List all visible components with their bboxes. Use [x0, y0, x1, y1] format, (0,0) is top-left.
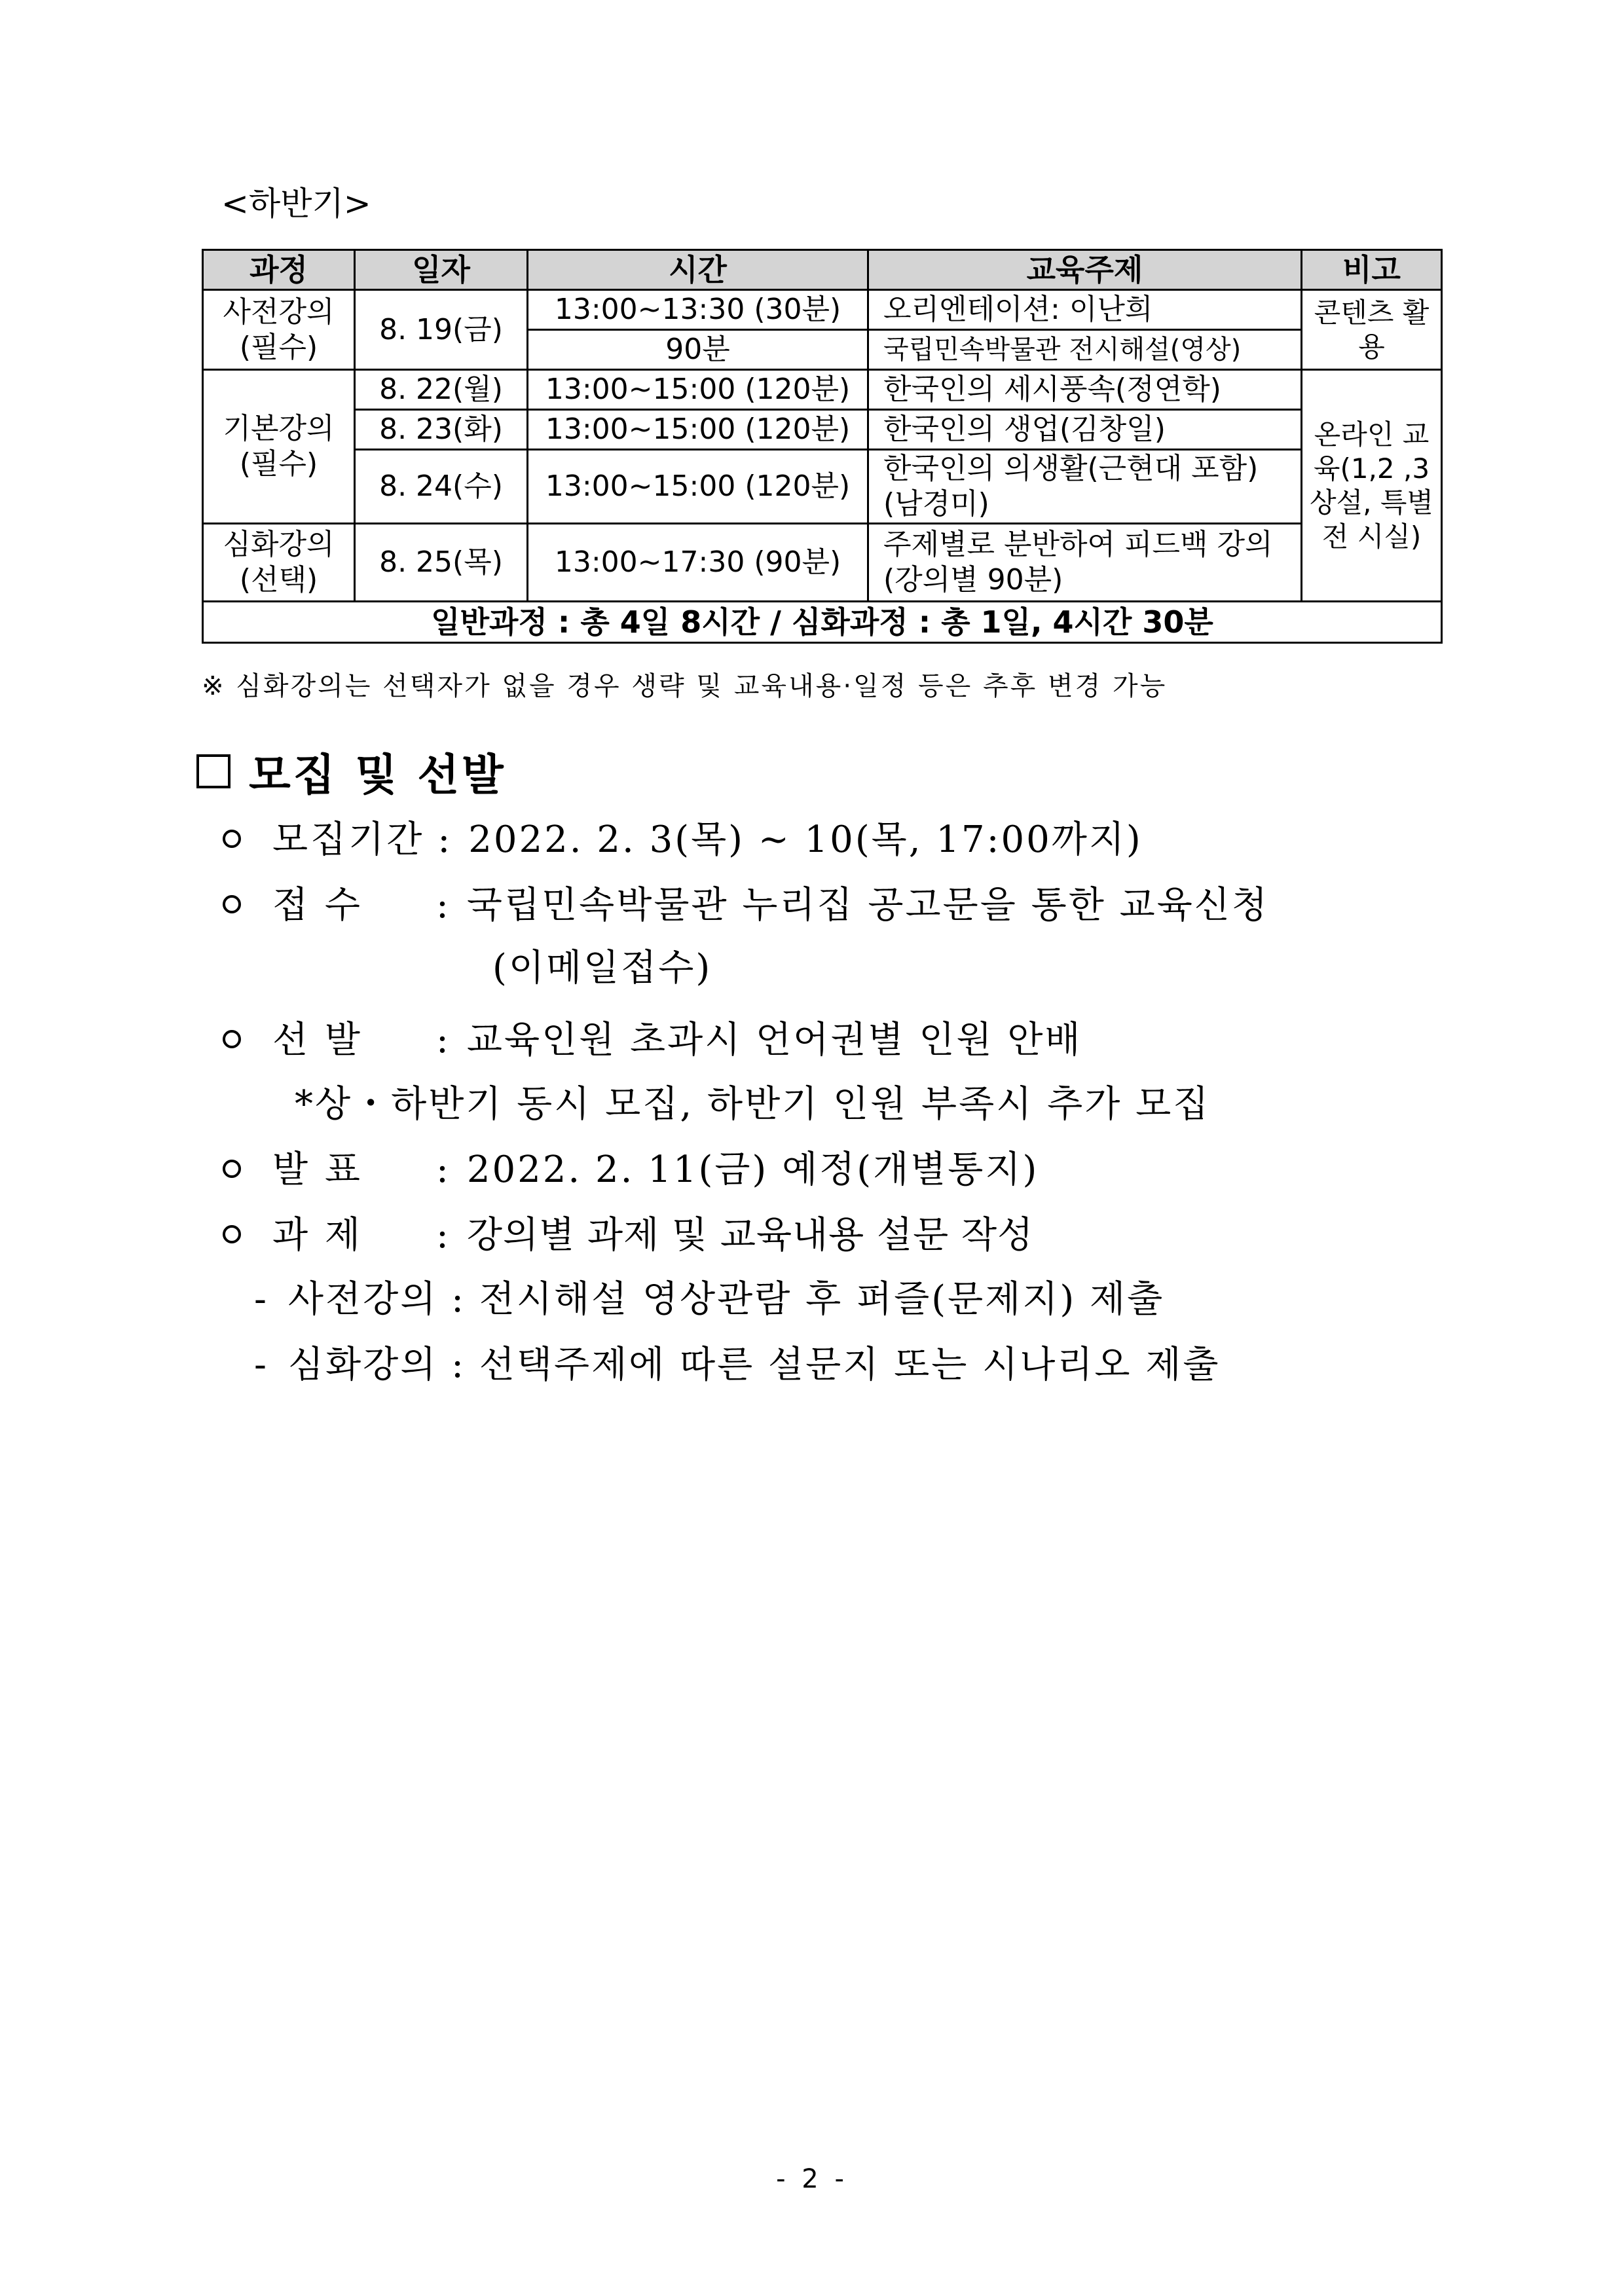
item-value: 강의별 과제 및 교육내용 설문 작성 — [466, 1214, 1034, 1257]
course-sub: (선택) — [239, 563, 318, 597]
note-content: 콘텐츠 활용 — [1302, 290, 1442, 370]
topic-cell: 주제별로 분반하여 피드백 강의(강의별 90분) — [868, 524, 1302, 602]
list-item — [223, 1011, 1082, 1063]
item-label: 과 제 — [272, 1214, 363, 1257]
list-item-note — [295, 1075, 1210, 1128]
half-year-title: <하반기> — [221, 185, 371, 223]
item-value: 교육인원 초과시 언어권별 인원 안배 — [466, 1019, 1082, 1061]
table-row — [203, 524, 1442, 602]
circle-bullet-icon — [223, 1225, 241, 1243]
sub-list-item — [254, 1336, 1221, 1388]
header-time: 시간 — [528, 250, 868, 290]
item-label: 발 표 — [272, 1148, 363, 1191]
table-row — [203, 290, 1442, 330]
item-value: 2022. 2. 11(금) 예정(개별통지) — [466, 1148, 1039, 1191]
time-cell: 13:00~15:00 (120분) — [528, 410, 868, 450]
schedule-table — [202, 249, 1443, 644]
item-value-continued: (이메일접수) — [492, 947, 712, 989]
footnote: ※ 심화강의는 선택자가 없을 경우 생략 및 교육내용·일정 등은 추후 변경 가능 — [202, 671, 1168, 701]
circle-bullet-icon — [223, 830, 241, 848]
colon-separator: : — [436, 1148, 449, 1191]
header-note: 비고 — [1302, 250, 1442, 290]
colon-separator: : — [436, 1019, 449, 1061]
item-value: 2022. 2. 3(목) ~ 10(목, 17:00까지) — [468, 818, 1143, 861]
course-basic — [203, 370, 355, 524]
date-cell: 8. 23(화) — [355, 410, 528, 450]
colon-separator: : — [436, 884, 449, 927]
list-item-continuation — [492, 939, 712, 991]
item-value: 국립민속박물관 누리집 공고문을 통한 교육신청 — [466, 884, 1269, 927]
course-sub: (필수) — [239, 447, 318, 481]
colon-separator: : — [437, 818, 451, 861]
date-cell: 8. 25(목) — [355, 524, 528, 602]
list-item — [223, 876, 1269, 928]
list-item — [223, 1206, 1033, 1258]
table-row — [203, 450, 1442, 524]
table-header-row — [203, 250, 1442, 290]
header-topic: 교육주제 — [868, 250, 1302, 290]
colon-separator: : — [436, 1214, 449, 1257]
dash-bullet-icon: - — [254, 1344, 268, 1386]
date-cell: 8. 22(월) — [355, 370, 528, 410]
time-cell: 13:00~15:00 (120분) — [528, 450, 868, 524]
time-cell: 13:00~17:30 (90분) — [528, 524, 868, 602]
circle-bullet-icon — [223, 1030, 241, 1048]
course-name: 심화강의 — [223, 528, 335, 561]
sub-item-text: 사전강의 : 전시해설 영상관람 후 퍼즐(문제지) 제출 — [287, 1278, 1165, 1321]
square-bullet-icon — [196, 754, 231, 788]
header-course: 과정 — [203, 250, 355, 290]
item-label: 접 수 — [272, 884, 363, 927]
sub-list-item — [254, 1270, 1164, 1323]
course-sub: (필수) — [239, 330, 318, 364]
table-total-row — [203, 602, 1442, 643]
time-cell: 90분 — [528, 330, 868, 370]
time-cell: 13:00~15:00 (120분) — [528, 370, 868, 410]
dash-bullet-icon: - — [254, 1278, 268, 1321]
course-pre — [203, 290, 355, 370]
table-row — [203, 370, 1442, 410]
topic-cell: 한국인의 세시풍속(정연학) — [868, 370, 1302, 410]
course-name: 사전강의 — [223, 295, 335, 329]
section-heading — [196, 740, 506, 802]
topic-cell: 한국인의 생업(김창일) — [868, 410, 1302, 450]
circle-bullet-icon — [223, 895, 241, 913]
item-label: 모집기간 — [272, 818, 425, 861]
time-cell: 13:00~13:30 (30분) — [528, 290, 868, 330]
total-summary: 일반과정 : 총 4일 8시간 / 심화과정 : 총 1일, 4시간 30분 — [203, 602, 1442, 643]
table-row — [203, 410, 1442, 450]
date-cell: 8. 19(금) — [355, 290, 528, 370]
page-number: - 2 - — [776, 2164, 848, 2194]
topic-cell: 국립민속박물관 전시해설(영상) — [868, 330, 1302, 370]
course-advanced — [203, 524, 355, 602]
topic-cell: 한국인의 의생활(근현대 포함)(남경미) — [868, 450, 1302, 524]
section-title: 모집 및 선발 — [249, 750, 506, 800]
online-note: 온라인 교육(1,2 ,3 상설, 특별전 시실) — [1302, 370, 1442, 602]
circle-bullet-icon — [223, 1160, 241, 1178]
list-item — [223, 811, 1143, 863]
item-label: 선 발 — [272, 1019, 363, 1061]
list-item — [223, 1141, 1039, 1193]
header-date: 일자 — [355, 250, 528, 290]
sub-item-text: 심화강의 : 선택주제에 따른 설문지 또는 시나리오 제출 — [287, 1344, 1221, 1386]
topic-cell: 오리엔테이션: 이난희 — [868, 290, 1302, 330]
item-note: *상・하반기 동시 모집, 하반기 인원 부족시 추가 모집 — [295, 1083, 1211, 1126]
course-name: 기본강의 — [223, 412, 335, 445]
date-cell: 8. 24(수) — [355, 450, 528, 524]
